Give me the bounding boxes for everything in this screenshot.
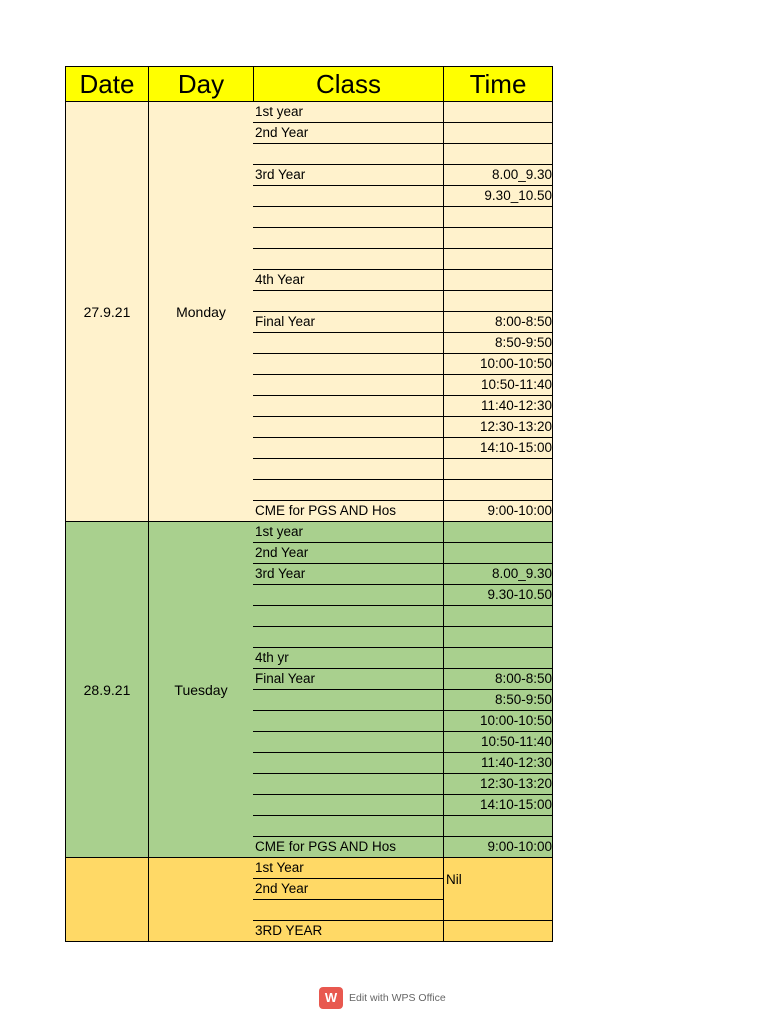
class-cell [253, 291, 443, 312]
class-cell [253, 207, 443, 228]
header-date: Date [65, 66, 149, 102]
class-cell [253, 816, 443, 837]
wps-watermark-text: Edit with WPS Office [349, 992, 446, 1004]
time-cell: 8:00-8:50 [443, 669, 553, 690]
time-cell [443, 900, 553, 921]
class-cell [253, 354, 443, 375]
header-time: Time [443, 66, 553, 102]
class-cell [253, 753, 443, 774]
time-cell [443, 228, 553, 249]
time-cell: 14:10-15:00 [443, 795, 553, 816]
time-cell: 8:50-9:50 [443, 690, 553, 711]
time-cell [443, 522, 553, 543]
time-cell: 9:00-10:00 [443, 501, 553, 522]
class-cell: 2nd Year [253, 123, 443, 144]
time-cell [443, 270, 553, 291]
time-cell: 11:40-12:30 [443, 396, 553, 417]
class-cell: 3rd Year [253, 165, 443, 186]
nil-cell: Nil [443, 858, 553, 900]
time-cell: 8:50-9:50 [443, 333, 553, 354]
time-cell [443, 627, 553, 648]
class-cell [253, 585, 443, 606]
time-cell [443, 480, 553, 501]
time-cell [443, 123, 553, 144]
class-cell [253, 144, 443, 165]
time-cell [443, 543, 553, 564]
class-cell [253, 375, 443, 396]
time-cell [443, 291, 553, 312]
date-cell [65, 858, 149, 942]
class-cell [253, 480, 443, 501]
class-cell: 2nd Year [253, 879, 443, 900]
class-cell: 1st Year [253, 858, 443, 879]
class-cell [253, 249, 443, 270]
class-cell: Final Year [253, 312, 443, 333]
time-cell: 10:50-11:40 [443, 732, 553, 753]
time-cell: 12:30-13:20 [443, 774, 553, 795]
class-cell: 3rd Year [253, 564, 443, 585]
header-class: Class [253, 66, 444, 102]
time-cell: 8:00-8:50 [443, 312, 553, 333]
time-cell [443, 816, 553, 837]
class-cell [253, 186, 443, 207]
wps-office-logo-icon: W [319, 987, 343, 1009]
time-cell [443, 144, 553, 165]
day-cell: Monday [148, 102, 254, 522]
class-cell: 1st year [253, 102, 443, 123]
time-cell: 9:00-10:00 [443, 837, 553, 858]
class-cell: 4th yr [253, 648, 443, 669]
class-cell [253, 690, 443, 711]
time-cell [443, 207, 553, 228]
class-cell [253, 438, 443, 459]
day-cell [148, 858, 254, 942]
class-cell: 2nd Year [253, 543, 443, 564]
time-cell [443, 648, 553, 669]
header-day: Day [148, 66, 254, 102]
class-cell: Final Year [253, 669, 443, 690]
time-cell [443, 459, 553, 480]
time-cell: 9.30-10.50 [443, 585, 553, 606]
class-cell [253, 795, 443, 816]
class-cell [253, 711, 443, 732]
time-cell: 10:00-10:50 [443, 354, 553, 375]
wps-watermark[interactable] [319, 986, 446, 1010]
time-cell [443, 921, 553, 942]
class-cell [253, 396, 443, 417]
class-cell [253, 900, 443, 921]
time-cell: 11:40-12:30 [443, 753, 553, 774]
class-cell [253, 774, 443, 795]
class-cell: CME for PGS AND Hos [253, 837, 443, 858]
time-cell [443, 102, 553, 123]
class-cell: CME for PGS AND Hos [253, 501, 443, 522]
time-cell: 8.00_9.30 [443, 165, 553, 186]
class-cell [253, 606, 443, 627]
date-cell: 27.9.21 [65, 102, 149, 522]
class-cell [253, 228, 443, 249]
time-cell: 14:10-15:00 [443, 438, 553, 459]
time-cell: 8.00_9.30 [443, 564, 553, 585]
time-cell [443, 249, 553, 270]
class-cell [253, 417, 443, 438]
time-cell: 12:30-13:20 [443, 417, 553, 438]
time-cell [443, 606, 553, 627]
class-cell [253, 459, 443, 480]
date-cell: 28.9.21 [65, 522, 149, 858]
class-cell [253, 627, 443, 648]
time-cell: 10:50-11:40 [443, 375, 553, 396]
class-cell: 3RD YEAR [253, 921, 443, 942]
time-cell: 10:00-10:50 [443, 711, 553, 732]
class-cell: 4th Year [253, 270, 443, 291]
day-cell: Tuesday [148, 522, 254, 858]
class-cell: 1st year [253, 522, 443, 543]
class-cell [253, 333, 443, 354]
time-cell: 9.30_10.50 [443, 186, 553, 207]
class-cell [253, 732, 443, 753]
